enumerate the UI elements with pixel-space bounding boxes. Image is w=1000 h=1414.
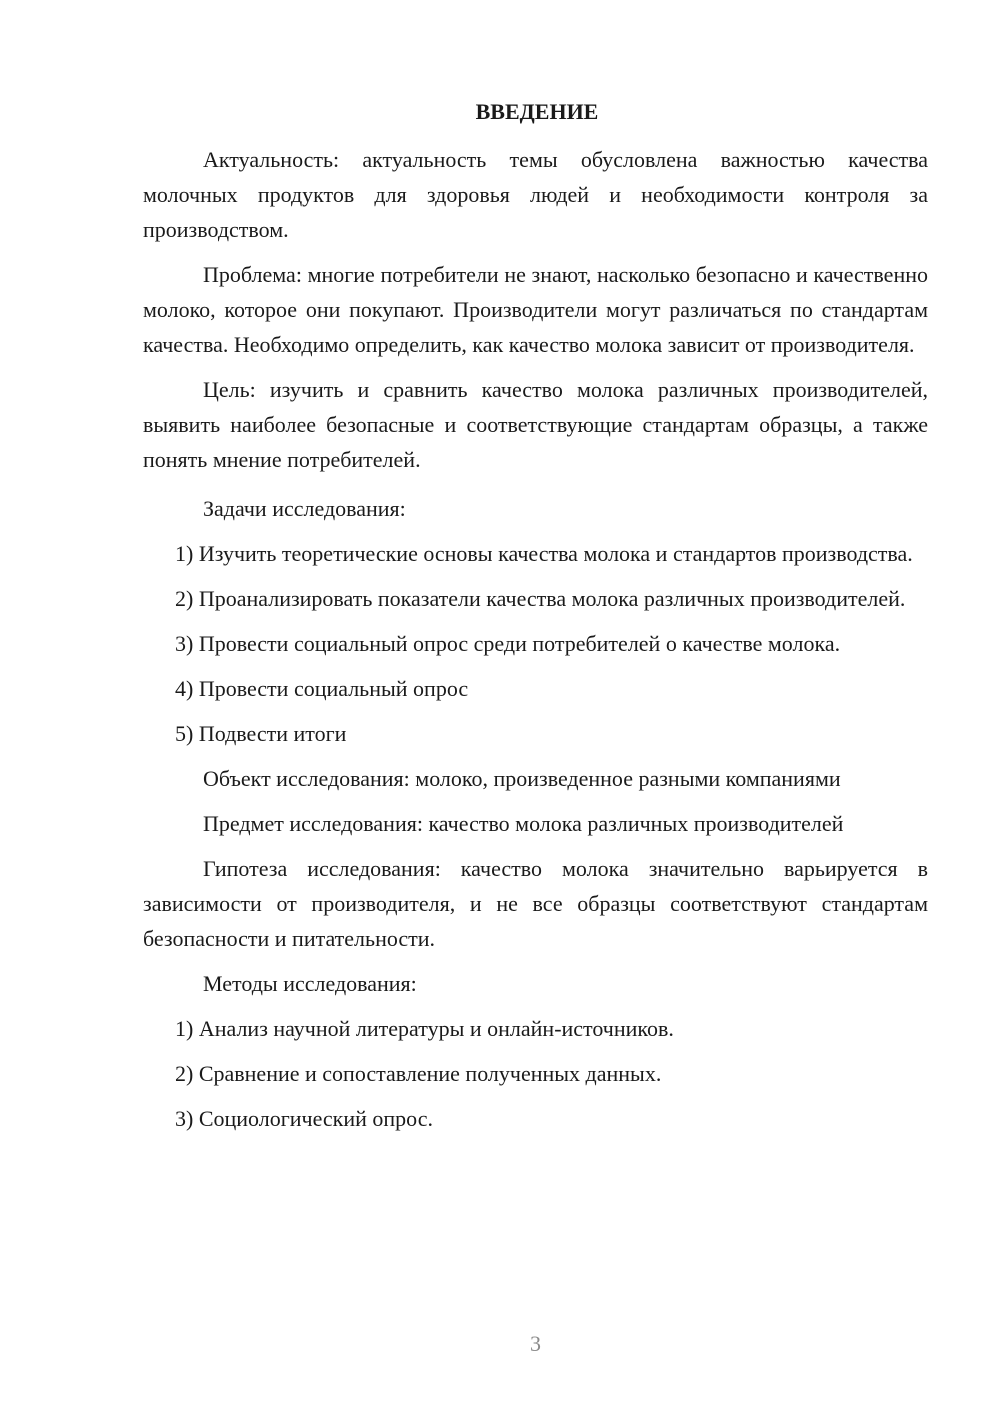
- method-item-3: 3) Социологический опрос.: [175, 1106, 433, 1131]
- task-item-1: 1) Изучить теоретические основы качества молока и стандартов производства.: [175, 541, 913, 566]
- page-content: [143, 94, 928, 1146]
- goal-paragraph: Цель: изучить и сравнить качество молока различных производителей, выявить наиболее безопасные и соответствующие стандартам образцы, а также понять мнение потребителей.: [143, 377, 928, 472]
- page-number: 3: [530, 1331, 541, 1356]
- task-item-5: 5) Подвести итоги: [175, 721, 347, 746]
- section-title: ВВЕДЕНИЕ: [475, 99, 599, 124]
- hypothesis-paragraph: Гипотеза исследования: качество молока значительно варьируется в зависимости от производителя, и не все образцы соответствуют стандартам безопасности и питательности.: [143, 856, 928, 951]
- methods-heading: Методы исследования:: [203, 971, 417, 996]
- method-item-1: 1) Анализ научной литературы и онлайн-источников.: [175, 1016, 674, 1041]
- tasks-heading: Задачи исследования:: [203, 496, 406, 521]
- subject-paragraph: Предмет исследования: качество молока различных производителей: [203, 811, 844, 836]
- task-item-3: 3) Провести социальный опрос среди потребителей о качестве молока.: [175, 631, 841, 656]
- task-item-4: 4) Провести социальный опрос: [175, 676, 469, 701]
- task-item-2: 2) Проанализировать показатели качества молока различных производителей.: [175, 586, 906, 611]
- relevance-paragraph: Актуальность: актуальность темы обусловлена важностью качества молочных продуктов для здоровья людей и необходимости контроля за производством.: [143, 147, 928, 242]
- object-paragraph: Объект исследования: молоко, произведенное разными компаниями: [203, 766, 841, 791]
- problem-paragraph: Проблема: многие потребители не знают, насколько безопасно и качественно молоко, которое они покупают. Производители могут различаться по стандартам качества. Необходимо определить, как качество молока зависит от производителя.: [143, 262, 928, 357]
- method-item-2: 2) Сравнение и сопоставление полученных данных.: [175, 1061, 662, 1086]
